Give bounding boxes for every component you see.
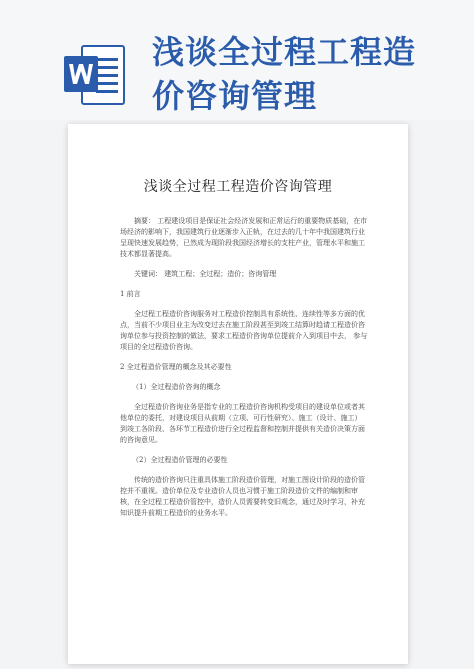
document-title: 浅谈全过程工程造价咨询管理 bbox=[143, 179, 333, 195]
subsection-heading: （2）全过程造价管理的必要性 bbox=[132, 456, 228, 464]
section-paragraph: 全过程造价咨询业务是指专业的工程造价咨询机构受项目的建设单位或者其他单位的委托，对建设项目从前期（立项、可行性研究）、施工（设计、施工）到竣工各阶段、各环节工程造价进行全过程监督和控制并提供有关造价决策方面的咨询意见。 bbox=[120, 403, 365, 444]
section-paragraph: 传统的造价咨询只注重具体施工阶段造价管理，对施工图设计阶段的造价管控并不重视。造价单位及专业造价人员也习惯于施工阶段造价文件的编制和审核，在全过程工程造价管控中，造价人员需要转变旧观念，通过及时学习，补充知识提升前期工程造价的业务水平。 bbox=[120, 476, 365, 517]
document-body bbox=[120, 216, 368, 528]
keywords-line: 关键词： 建筑工程；全过程；造价；咨询管理 bbox=[134, 270, 277, 278]
section-heading: 2 全过程造价管理的概念及其必要性 bbox=[120, 363, 232, 371]
subsection-heading: （1）全过程造价咨询的概念 bbox=[132, 383, 221, 391]
section-paragraph: 全过程工程造价咨询服务对工程造价控制具有系统性、连续性等多方面的优点，当前不少项目业主为改变过去在施工阶段甚至到竣工结算时趋请工程造价咨询单位参与投资控制的做法，要求工程造价咨询单位提前介入到项目中去， 参与项目的全过程造价咨询。 bbox=[120, 310, 368, 351]
header-banner bbox=[0, 0, 474, 120]
section-heading: 1 前言 bbox=[120, 290, 141, 298]
abstract-paragraph: 摘要： 工程建设项目是保证社会经济发展和正常运行的重要物质基础，在市场经济的影响下，我国建筑行业逐渐步入正轨，在过去的几十年中我国建筑行业呈现快速发展趋势，已然成为现阶段我国经济增长的支柱产业，管理水平和施工技术都显著提高。 bbox=[120, 217, 368, 258]
hero-title-line2: 价咨询管理 bbox=[152, 77, 318, 115]
word-document-icon bbox=[62, 42, 128, 108]
hero-title bbox=[152, 30, 462, 118]
document-page bbox=[68, 124, 408, 664]
hero-title-line1: 浅谈全过程工程造 bbox=[152, 33, 417, 71]
